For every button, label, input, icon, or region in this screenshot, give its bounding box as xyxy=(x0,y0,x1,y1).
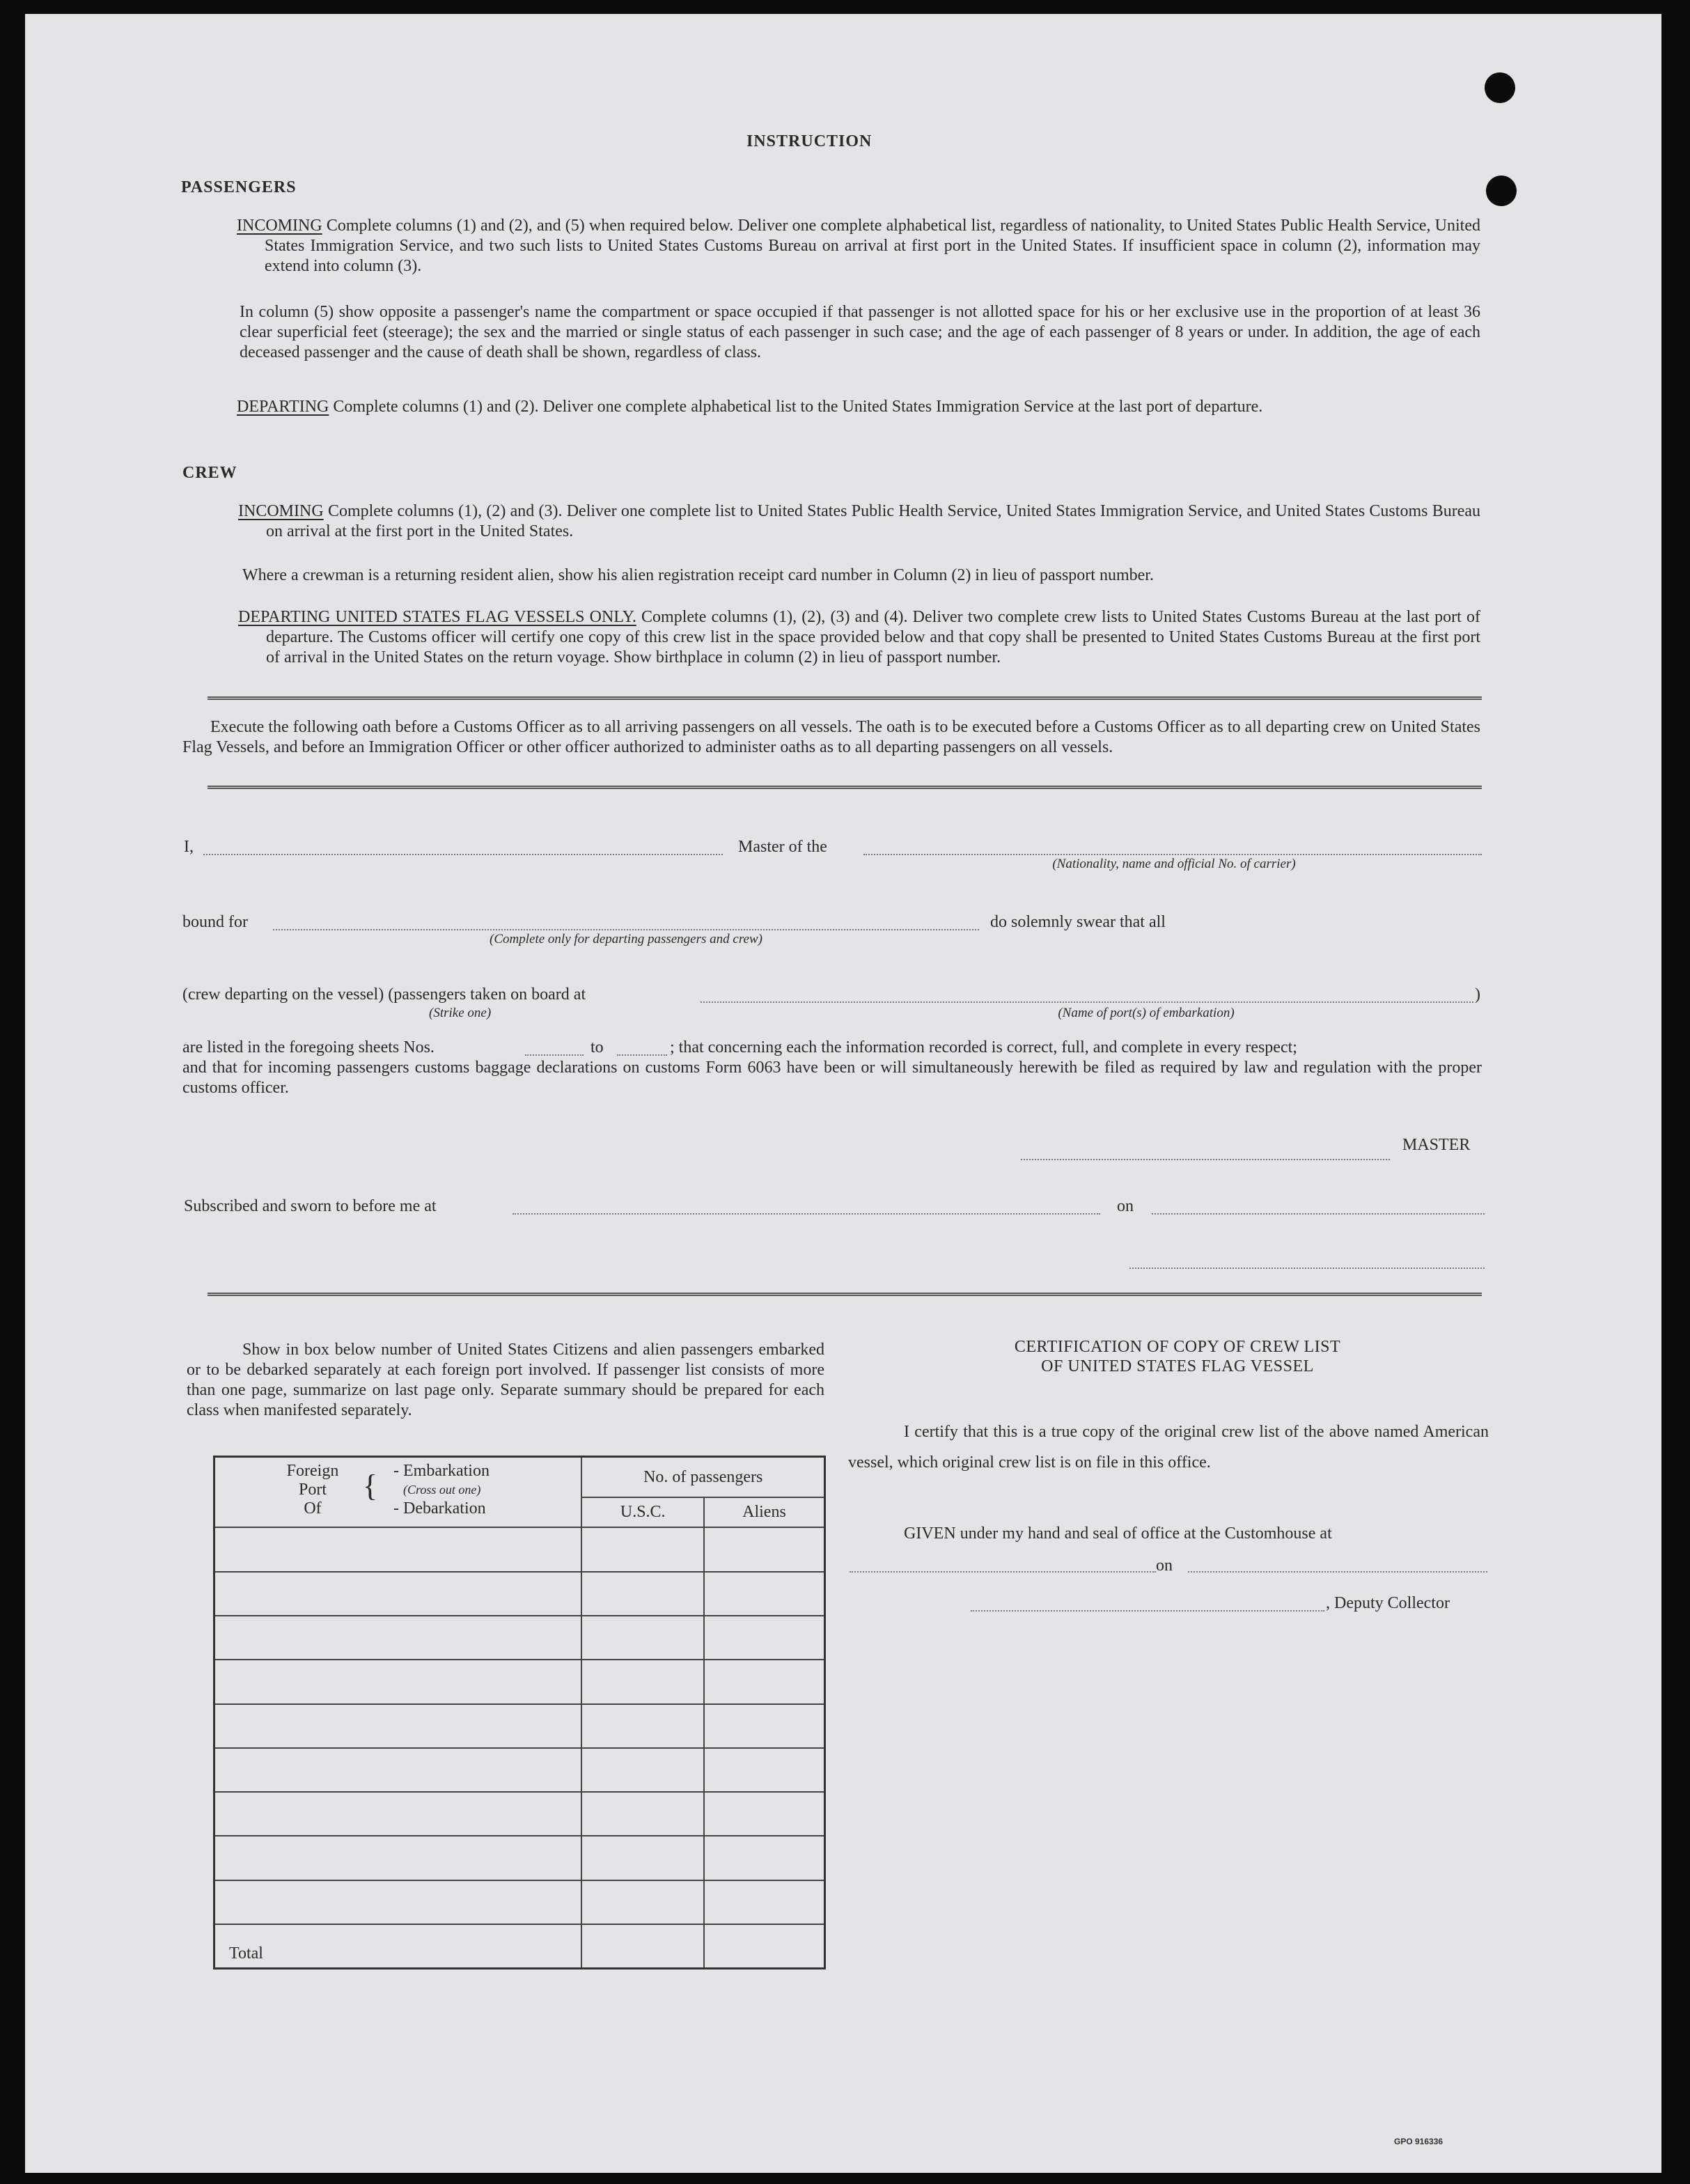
column5-note: In column (5) show opposite a passenger's name the compartment or space occupied if that passenger is not allotted space for his or her exclusive use in the proportion of at least 36 clear superficial feet (steerage); the sex and the married or single status of each passenger in such case; and the age of each passenger of 8 years or under. In addition, the age of each deceased passenger and the cause of death shall be shown, regardless of class. xyxy=(240,303,1480,361)
aliens-cell[interactable] xyxy=(704,1572,825,1616)
crew-departing-text: Complete columns (1), (2), (3) and (4). Deliver two complete crew lists to United States Customs Bureau at the last port of departure. The Customs officer will certify one copy of this crew list in the space provided below and that copy shall be presented to United States Customs Bureau at the first port of arrival in the United States on the return voyage. Show birthplace in column (2) in lieu of passport number. xyxy=(266,608,1480,666)
port-cell[interactable] xyxy=(214,1616,582,1660)
resident-alien-note: Where a crewman is a returning resident alien, show his alien registration receipt card number in Column (2) in lieu of passport number. xyxy=(242,566,1154,584)
punch-hole xyxy=(1486,176,1517,206)
embarkation-option[interactable]: - Embarkation xyxy=(393,1462,490,1480)
carrier-field[interactable] xyxy=(863,854,1482,855)
passenger-summary-table xyxy=(213,1456,826,1970)
of-label: Of xyxy=(304,1499,322,1518)
swear-label: do solemnly swear that all xyxy=(990,913,1166,931)
sheet-from-field[interactable] xyxy=(525,1054,584,1056)
given-label: GIVEN under my hand and seal of office at the Customhouse at xyxy=(904,1524,1332,1543)
master-label: MASTER xyxy=(1402,1136,1471,1154)
incoming-text: Complete columns (1) and (2), and (5) when required below. Deliver one complete alphabetical list, regardless of nationality, to United States Public Health Service, United States Immigration Service, and two such lists to United States Customs Bureau on arrival at first port in the United States. If insufficient space in column (2), information may extend into column (3). xyxy=(265,217,1480,275)
port-header-label xyxy=(279,1462,346,1518)
oath-instruction: Execute the following oath before a Customs Officer as to all arriving passengers on all vessels. The oath is to be executed before a Customs Officer as to all departing crew on United States Flag Vessels, and before an Immigration Officer or other officer authorized to administer oaths as to all departing passengers on all vessels. xyxy=(182,718,1480,756)
port-cell[interactable] xyxy=(214,1572,582,1616)
officer-signature-field[interactable] xyxy=(1129,1268,1485,1269)
aliens-cell[interactable] xyxy=(704,1836,825,1880)
deputy-signature-field[interactable] xyxy=(971,1610,1324,1612)
usc-total-cell[interactable] xyxy=(581,1924,704,1968)
port-cell[interactable] xyxy=(214,1880,582,1924)
foreign-label: Foreign xyxy=(286,1462,339,1480)
departing-label: DEPARTING xyxy=(237,398,329,416)
usc-cell[interactable] xyxy=(581,1880,704,1924)
usc-cell[interactable] xyxy=(581,1704,704,1748)
subscribed-label: Subscribed and sworn to before me at xyxy=(184,1197,437,1215)
port-cell[interactable] xyxy=(214,1660,582,1703)
cert-title-line-2: OF UNITED STATES FLAG VESSEL xyxy=(1041,1357,1314,1375)
usc-cell[interactable] xyxy=(581,1792,704,1836)
brace-icon: { xyxy=(363,1469,378,1503)
crew-incoming xyxy=(238,501,1480,542)
port-header-cell xyxy=(214,1457,582,1528)
deputy-collector-label: , Deputy Collector xyxy=(1326,1594,1450,1612)
print-code: GPO 916336 xyxy=(1394,2137,1443,2146)
crew-departing xyxy=(238,607,1480,668)
master-name-field[interactable] xyxy=(203,854,723,855)
aliens-cell[interactable] xyxy=(704,1660,825,1703)
debarkation-option[interactable]: - Debarkation xyxy=(393,1499,486,1518)
subscribed-on-label: on xyxy=(1117,1197,1134,1215)
divider xyxy=(208,696,1482,700)
oath-i: I, xyxy=(184,838,194,856)
aliens-cell[interactable] xyxy=(704,1792,825,1836)
strike-hint: (Strike one) xyxy=(429,1006,492,1020)
listed-to-label: to xyxy=(590,1038,604,1056)
usc-cell[interactable] xyxy=(581,1660,704,1703)
cert-date-field[interactable] xyxy=(1188,1571,1487,1573)
subscribed-place-field[interactable] xyxy=(513,1213,1100,1215)
usc-cell[interactable] xyxy=(581,1527,704,1571)
subscribed-date-field[interactable] xyxy=(1152,1213,1485,1215)
divider xyxy=(208,786,1482,789)
certification-body: I certify that this is a true copy of the original crew list of the above named American vessel, which original crew list is on file in this office. xyxy=(848,1423,1489,1472)
summary-instruction: Show in box below number of United States Citizens and alien passengers embarked or to be debarked separately at each foreign port involved. If passenger list consists of more than one page, summarize on last page only. Separate summary should be prepared for each class when manifested separately. xyxy=(187,1341,824,1419)
passengers-incoming xyxy=(237,216,1480,276)
embarkation-port-field[interactable] xyxy=(701,1001,1473,1003)
listed-continuation: and that for incoming passengers customs baggage declarations on customs Form 6063 have been or will simultaneously herewith be filed as required by law and regulation with the proper customs officer. xyxy=(182,1059,1482,1097)
port-cell[interactable] xyxy=(214,1792,582,1836)
usc-cell[interactable] xyxy=(581,1572,704,1616)
cert-on-label: on xyxy=(1156,1557,1173,1575)
cross-out-hint: (Cross out one) xyxy=(403,1483,481,1497)
incoming-label: INCOMING xyxy=(237,217,322,235)
form-page xyxy=(25,14,1661,2173)
master-signature-field[interactable] xyxy=(1021,1159,1390,1160)
passengers-departing xyxy=(237,397,1480,417)
bound-for-label: bound for xyxy=(182,913,248,931)
crew-incoming-text: Complete columns (1), (2) and (3). Deliver one complete list to United States Public Health Service, United States Immigration Service, and United States Customs Bureau on arrival at the first port in the United States. xyxy=(266,502,1481,540)
port-cell[interactable] xyxy=(214,1836,582,1880)
punch-hole xyxy=(1485,72,1515,103)
usc-cell[interactable] xyxy=(581,1836,704,1880)
listed-label: are listed in the foregoing sheets Nos. xyxy=(182,1038,435,1056)
bound-for-field[interactable] xyxy=(273,929,979,930)
port-label: Port xyxy=(298,1481,327,1499)
port-hint: (Name of port(s) of embarkation) xyxy=(1058,1006,1235,1020)
aliens-cell[interactable] xyxy=(704,1616,825,1660)
crew-heading: CREW xyxy=(182,464,237,482)
embark-options xyxy=(393,1462,490,1518)
certification-title xyxy=(861,1337,1494,1376)
port-cell[interactable] xyxy=(214,1704,582,1748)
aliens-cell[interactable] xyxy=(704,1704,825,1748)
aliens-cell[interactable] xyxy=(704,1527,825,1571)
usc-header: U.S.C. xyxy=(581,1497,704,1527)
divider xyxy=(208,1293,1482,1296)
aliens-total-cell[interactable] xyxy=(704,1924,825,1968)
carrier-hint: (Nationality, name and official No. of carrier) xyxy=(1052,857,1296,871)
total-label: Total xyxy=(214,1924,582,1968)
departing-text: Complete columns (1) and (2). Deliver one complete alphabetical list to the United States Immigration Service at the last port of departure. xyxy=(333,398,1263,416)
bound-for-hint: (Complete only for departing passengers and crew) xyxy=(490,932,762,946)
sheet-to-field[interactable] xyxy=(617,1054,667,1056)
passengers-heading: PASSENGERS xyxy=(181,178,297,196)
close-paren: ) xyxy=(1475,985,1480,1004)
page-title: INSTRUCTION xyxy=(746,132,873,150)
customhouse-field[interactable] xyxy=(850,1571,1156,1573)
master-of-label: Master of the xyxy=(738,838,827,856)
port-cell[interactable] xyxy=(214,1527,582,1571)
listed-text: ; that concerning each the information recorded is correct, full, and complete in every respect; xyxy=(670,1038,1297,1056)
crew-incoming-label: INCOMING xyxy=(238,502,324,520)
aliens-cell[interactable] xyxy=(704,1880,825,1924)
aliens-header: Aliens xyxy=(704,1497,825,1527)
usc-cell[interactable] xyxy=(581,1616,704,1660)
usc-cell[interactable] xyxy=(581,1748,704,1792)
port-cell[interactable] xyxy=(214,1748,582,1792)
cert-title-line-1: CERTIFICATION OF COPY OF CREW LIST xyxy=(1014,1338,1341,1356)
aliens-cell[interactable] xyxy=(704,1748,825,1792)
no-of-passengers-header: No. of passengers xyxy=(581,1457,824,1498)
crew-departing-label-line: (crew departing on the vessel) (passengers taken on board at xyxy=(182,985,586,1004)
crew-departing-label: DEPARTING UNITED STATES FLAG VESSELS ONLY. xyxy=(238,608,636,626)
